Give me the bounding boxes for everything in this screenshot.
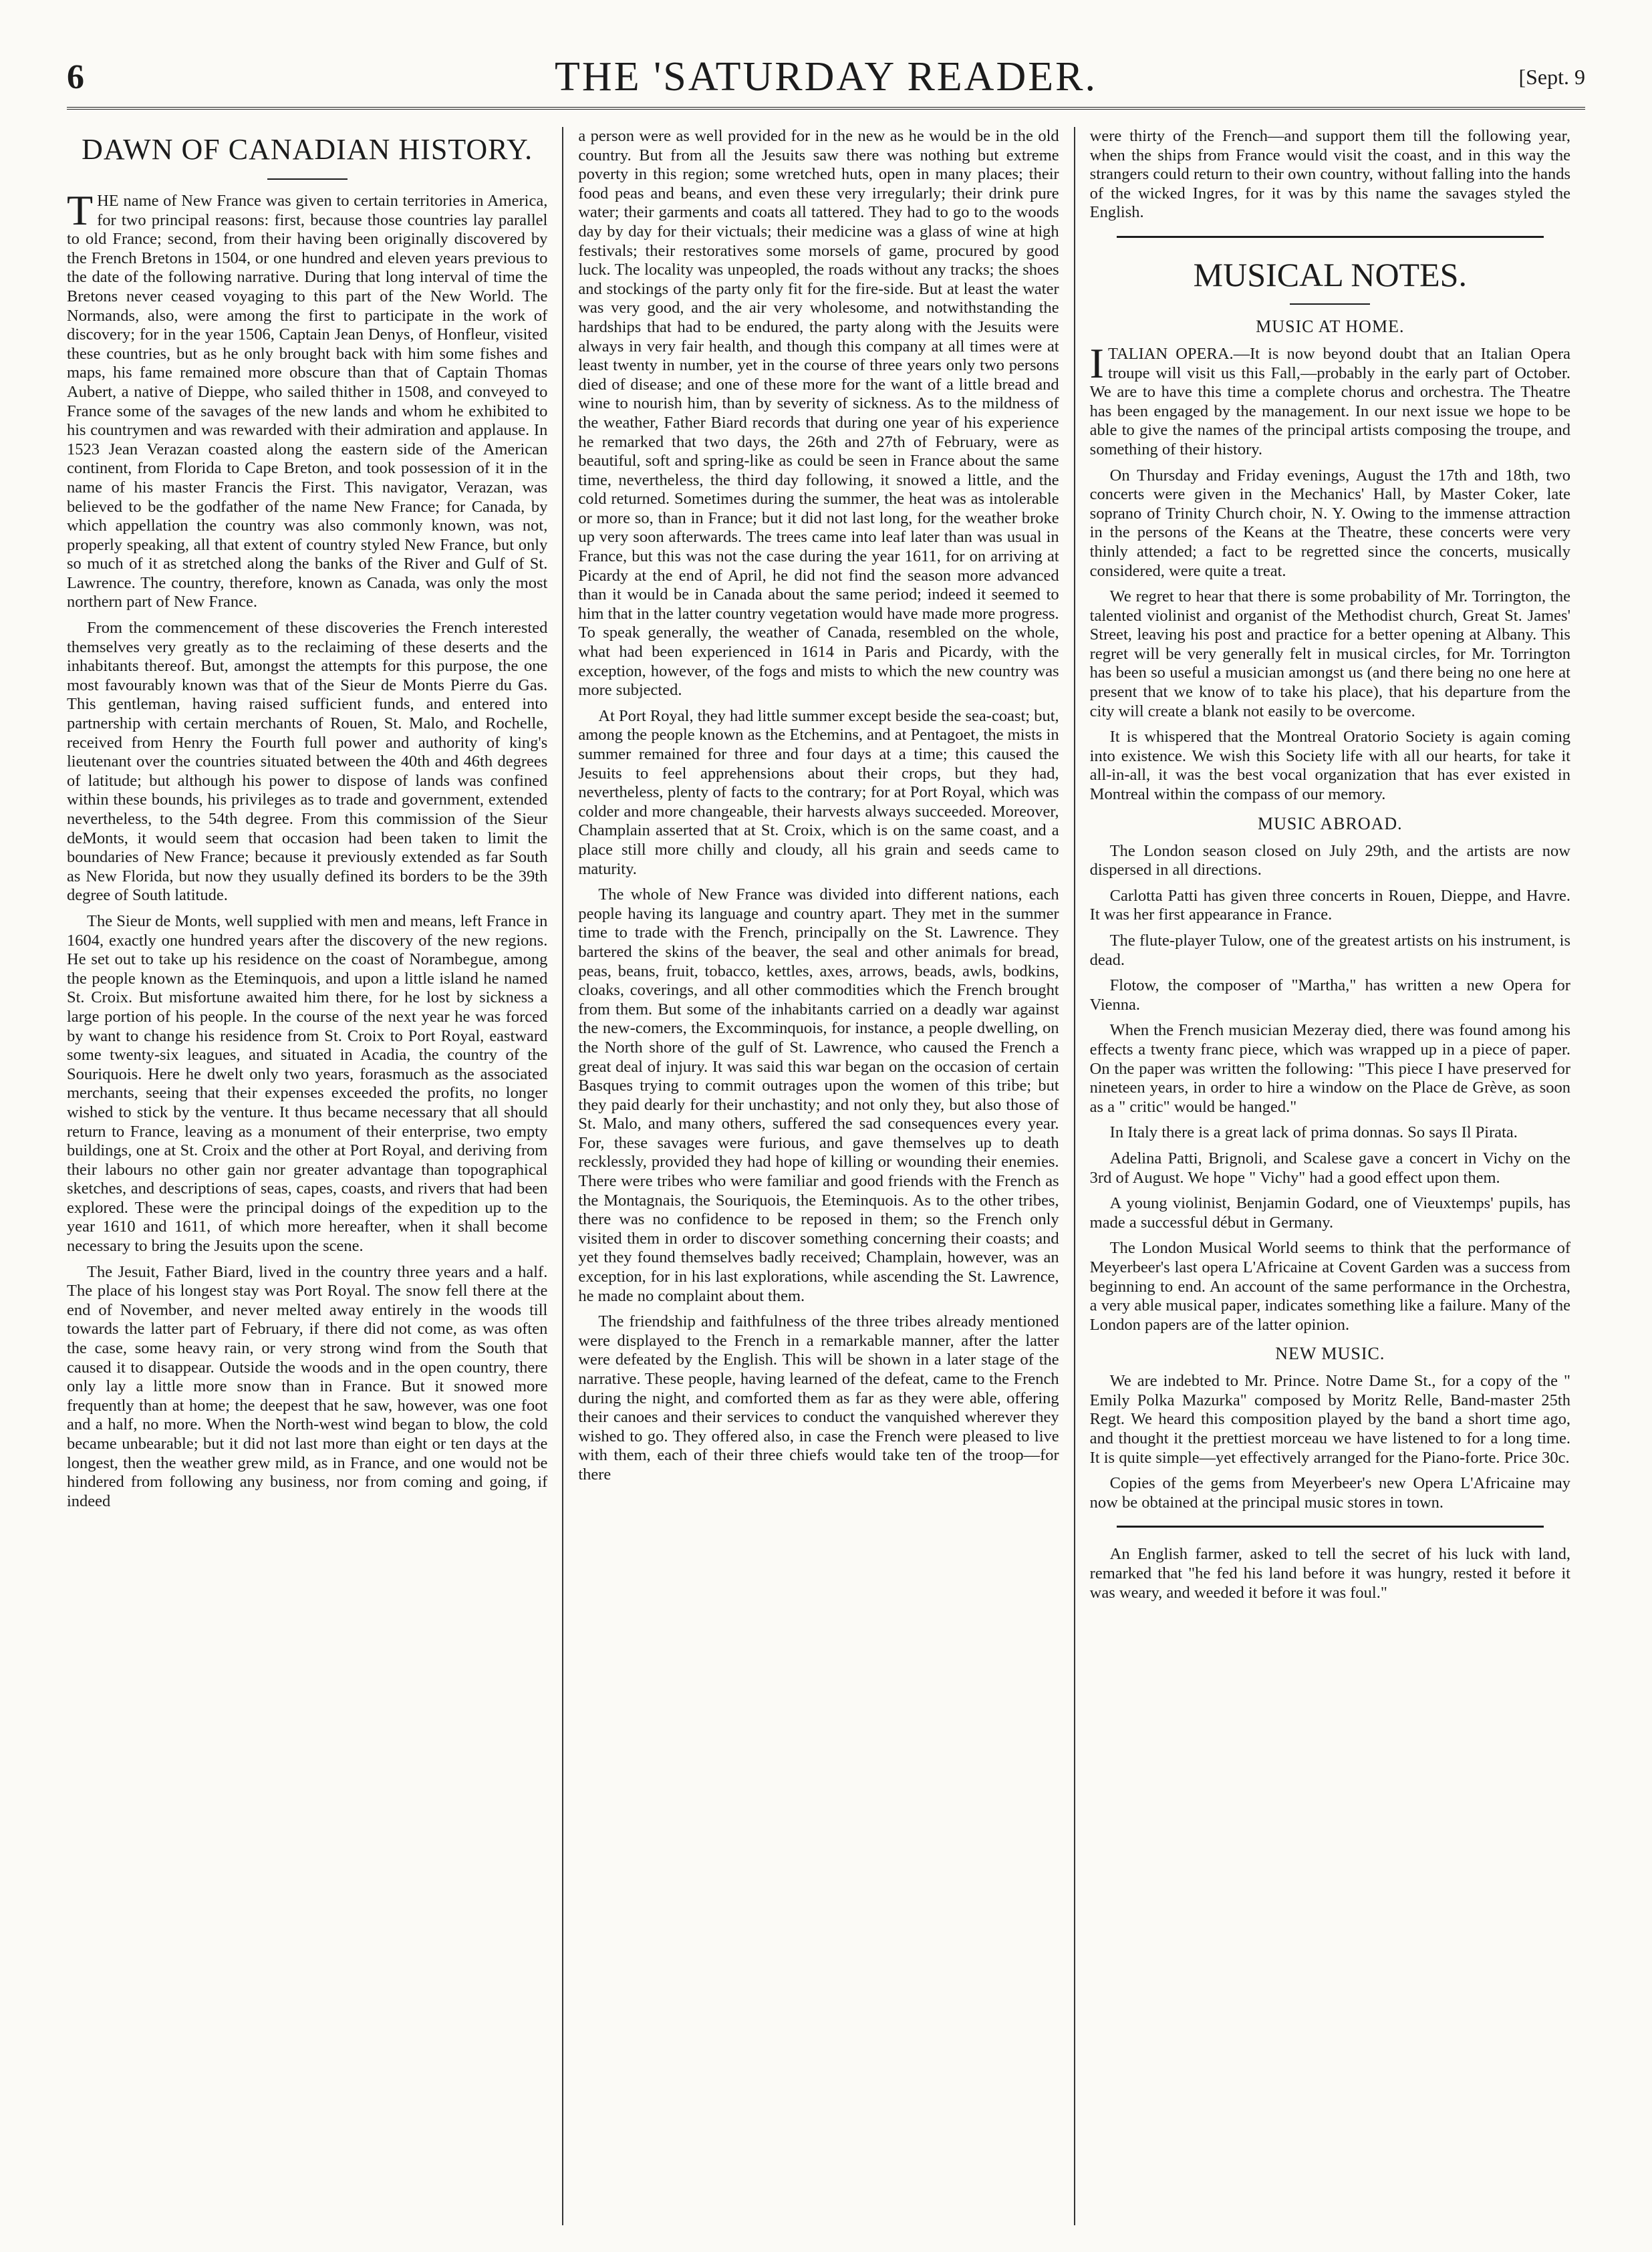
paragraph: When the French musician Mezeray died, there was found among his effects a twenty franc piece, which was wrapped up in a piece of paper. On the paper was written the following: "This piece I have preserved for nineteen years, in order to hire a window on the Place de Grève, as soon as a " critic" would be hanged." [1089, 1021, 1570, 1116]
columns [67, 127, 1585, 2225]
masthead [67, 47, 1585, 110]
paragraph: The friendship and faithfulness of the three tribes already mentioned were displayed to the French in a remarkable manner, after the latter were defeated by the English. This will be shown in a later stage of the narrative. These people, having learned of the defeat, came to the French during the night, and comforted them as far as they were able, offering their canoes and their services to conduct the vanquished wherever they wished to go. They offered also, in case the French were pleased to live with them, each of their three chiefs would take ten of the troop—for there [578, 1312, 1059, 1484]
paragraph: The London Musical World seems to think that the performance of Meyerbeer's last opera L'Africaine at Covent Garden was a success from beginning to end. An account of the same performance in the Orchestra, a very able musical paper, indicates something like a failure. Many of the London papers are of the latter opinion. [1089, 1239, 1570, 1334]
title-rule [267, 178, 348, 180]
issue-date: [Sept. 9 [1518, 64, 1585, 89]
new-music-heading: NEW MUSIC. [1275, 1344, 1385, 1364]
paragraph: The London season closed on July 29th, and the artists are now dispersed in all directions. [1089, 841, 1570, 879]
paragraph: From the commencement of these discoveries the French interested themselves very greatly as to the reclaiming of these deserts and the inhabitants thereof. But, amongst the attempts for this purpose, the one most favourably known was that of the Sieur de Monts Pierre du Gas. This gentleman, having raised sufficient funds, and entered into partnership with certain merchants of Rouen, St. Malo, and Rochelle, received from Henry the Fourth full power and authority of king's lieutenant over the countries situated between the 40th and 46th degrees of latitude; but although his power to dispose of lands was confined within these bounds, his privileges as to trade and government, extended nevertheless, to the 54th degree. From this commission of the Sieur deMonts, it would seem that occasion had been taken to limit the boundaries of New France; because it previously extended as far South as New Florida, but now they usually defined its borders to be the 39th degree of South latitude. [67, 619, 548, 905]
paragraph: The whole of New France was divided into different nations, each people having its language and country apart. They met in the summer time to trade with the French, principally on the St. Lawrence. They bartered the skins of the beaver, the seal and other animals for bread, peas, beans, fruit, tobacco, kettles, axes, arrows, beads, awls, bodkins, cloaks, coverings, and all other commodities which the French brought from them. But some of the inhabitants carried on a deadly war against the new-comers, the Excomminquois, for instance, a people dwelling, on the North shore of the gulf of St. Lawrence, who caused the French a great deal of injury. It was said this war began on the occasion of certain Basques trying to commit outrages upon the women of this tribe; but they paid dearly for their unchastity; and not only they, but also those of St. Malo, and many others, suffered the sad consequences every year. For, these savages were furious, and gave themselves up to death recklessly, provided they had hope of killing or wounding their enemies. There were tribes who were familiar and good friends with the French as the Montagnais, the Souriquois, the Eteminquois. As to the other tribes, there was no confidence to be reposed in them; so the French only visited them in order to discover something concerning their coasts; and yet they found themselves badly received; Champlain, however, was an exception, for in his last explorations, while ascending the St. Lawrence, he made no complaint about them. [578, 885, 1059, 1305]
paragraph: ITALIAN OPERA.—It is now beyond doubt that an Italian Opera troupe will visit us this Fall,—probably in the early part of October. We are to have this time a complete chorus and orchestra. The Theatre has been engaged by the management. In our next issue we hope to be able to give the names of the principal artists composing the troupe, and something of their history. [1089, 339, 1570, 458]
paragraph: At Port Royal, they had little summer except beside the sea-coast; but, among the people known as the Etchemins, and at Pentagoet, the mists in summer remained for three and four days at a time; this caused the Jesuits to feel apprehensions about their crops, but they had, nevertheless, plenty of facts to the contrary; for at Port Royal, which was colder and more changeable, their harvests always succeeded. Moreover, Champlain asserted that at St. Croix, which is on the same coast, and a place still more chilly and cloudy, all his grain and seeds came to maturity. [578, 706, 1059, 878]
title-rule [1290, 303, 1370, 305]
paragraph: The Jesuit, Father Biard, lived in the country three years and a half. The place of his longest stay was Port Royal. The snow fell there at the end of November, and never melted away entirely in the woods till towards the latter part of February, if there did not come, as was often the case, some heavy rain, or very strong wind from the South that caused it to disappear. Outside the woods and in the open country, there only lay a little more snow than in France. But it snowed more frequently than at home; the deepest that he saw, however, was one foot and a half, no more. When the North-west wind began to blow, the cold became unbearable; but it did not last more than eight or ten days at the longest, then the weather grew mild, as in France, and one would not be hindered from following any business, nor from coming and going, if indeed [67, 1262, 548, 1510]
paragraph: On Thursday and Friday evenings, August the 17th and 18th, two concerts were given in the Mechanics' Hall, by Master Coker, late soprano of Trinity Church choir, N. Y. Owing to the immense attraction in the persons of the Keans at the Theatre, these concerts were very thinly attended; a fact to be regretted since the concerts, musically considered, were quite a treat. [1089, 466, 1570, 580]
music-abroad-heading: MUSIC ABROAD. [1257, 813, 1403, 833]
paragraph: Carlotta Patti has given three concerts in Rouen, Dieppe, and Havre. It was her first appearance in France. [1089, 886, 1570, 924]
paragraph: Adelina Patti, Brignoli, and Scalese gave a concert in Vichy on the 3rd of August. We hope " Vichy" had a good effect upon them. [1089, 1149, 1570, 1187]
paragraph: We regret to hear that there is some probability of Mr. Torrington, the talented violinist and organist of the Methodist church, Great St. James' Street, leaving his post and practice for a better opening at Albany. This regret will be very generally felt in musical circles, for Mr. Torrington has been so useful a musician amongst us (and there being no one here at present that we know of to take his place), that his departure from the city will create a blank not easily to be overcome. [1089, 587, 1570, 720]
page-number: 6 [67, 57, 84, 96]
paragraph: It is whispered that the Montreal Oratorio Society is again coming into existence. We wish this Society life with all our hearts, for take it all-in-all, it was the best vocal organization that has ever existed in Montreal within the compass of our memory. [1089, 728, 1570, 804]
section-divider [1117, 236, 1544, 238]
paragraph: THE name of New France was given to certain territories in America, for two principal reasons: first, because those countries lay parallel to old France; second, from their having been originally discovered by the French Bretons in 1504, or one hundred and eleven years previous to the date of the following narrative. During that long interval of time the Bretons never ceased voyaging to this part of the New World. The Normands, also, were among the first to participate in the work of discovery; for in the year 1506, Captain Jean Denys, of Honfleur, visited these countries, but as he only brought back with him some fishes and maps, his fame remained more obscure than that of Captain Thomas Aubert, a native of Dieppe, who sailed thither in 1508, and conveyed to France some of the savages of the new lands and whom he exhibited to his countrymen and was rewarded with their admiration and applause. In 1523 Jean Verazan coasted along the eastern side of the American continent, from Florida to Cape Breton, and took possession of it in the name of his master Francis the First. This navigator, Verazan, was believed to be the godfather of the name New France; for Canada, by which appellation the country was also commonly known, was not, properly speaking, all that extent of country styled New France, but only so much of it as stretched along the banks of the River and Gulf of St. Lawrence. The country, therefore, known as Canada, was only the most northern part of New France. [67, 186, 548, 611]
paragraph: The Sieur de Monts, well supplied with men and means, left France in 1604, exactly one hundred years after the discovery of the new regions. He set out to take up his residence on the coast of Norambegue, among the people known as the Eteminquois, and upon a little island he named St. Croix. But misfortune awaited him there, for he lost by sickness a large portion of his people. In the course of the next year he was forced by want to change his residence from St. Croix to Port Royal, eastward some twenty-six leagues, and situated in Acadia, the country of the Souriquois. Here he dwelt only two years, forasmuch as the associated merchants, seeing that their expenses exceeded the profits, no longer wished to stick by the venture. It thus became necessary that all should return to France, leaving as a monument of their enterprise, two empty buildings, one at St. Croix and the other at Port Royal, and deriving from their labours no other gain nor greater advantage than topographical sketches, and descriptions of seas, capes, coasts, and rivers that had been explored. These were the principal doings of the expedition up to the year 1610 and 1611, of which more hereafter, when it shall become necessary to bring the Jesuits upon the scene. [67, 911, 548, 1256]
musical-notes-title: MUSICAL NOTES. [1193, 255, 1467, 293]
paragraph: A young violinist, Benjamin Godard, one of Vieuxtemps' pupils, has made a successful début in Germany. [1089, 1194, 1570, 1232]
paragraph: In Italy there is a great lack of prima donnas. So says Il Pirata. [1109, 1123, 1518, 1142]
newspaper-title: THE 'SATURDAY READER. [555, 53, 1097, 100]
column-1 [67, 127, 563, 2225]
paragraph: The flute-player Tulow, one of the greatest artists on his instrument, is dead. [1089, 932, 1570, 969]
paragraph: Flotow, the composer of "Martha," has written a new Opera for Vienna. [1089, 976, 1570, 1014]
paragraph: Copies of the gems from Meyerbeer's new Opera L'Africaine may now be obtained at the principal music stores in town. [1089, 1474, 1570, 1512]
paragraph: An English farmer, asked to tell the secret of his luck with land, remarked that "he fed his land before it was hungry, rested it before it was weary, and weeded it before it was foul." [1089, 1545, 1570, 1602]
paragraph: a person were as well provided for in the new as he would be in the old country. But from all the Jesuits saw there was nothing but extreme poverty in this region; some wretched huts, open in many places; their food peas and beans, and even these very irregularly; their drink pure water; their garments and coats all tattered. They had to go to the woods day by day for their victuals; their medicine was a glass of wine at high festivals; their restoratives some morsels of game, procured by good luck. The locality was unpeopled, the roads without any tracks; the shoes and stockings of the party only fit for the fire-side. But at least the water was very good, and the air very wholesome, and notwithstanding the hardships that had to be endured, the party along with the Jesuits were always in very fair health, and though this company at all times were at least twenty in number, yet in the course of three years only two persons died of disease; and one of these more for the want of a little bread and wine to nourish him, than by severity of sickness. As to the mildness of the weather, Father Biard records that during one year of his experience he remarked that two days, the 26th and 27th of February, were as beautiful, soft and spring-like as could be seen in France about the same time, nevertheless, the third day following, it snowed a little, and the cold returned. Sometimes during the summer, the heat was as intolerable or more so, than in France; but it did not last long, for the weather broke up very soon afterwards. The trees came into leaf later than was usual in France, but this was not the case during the year 1611, for on arriving at Picardy at the end of April, he did not find the season more advanced than it would be in Canada about the same period; indeed it seemed to him that in the latter country vegetation would have made more progress. To speak generally, the weather of Canada, resembled on the whole, what had been experienced in 1614 in Paris and Picardy, with the exception, however, of the fogs and mists to which the new country was more subjected. [578, 127, 1059, 700]
column-3 [1075, 127, 1585, 2225]
paragraph: were thirty of the French—and support them till the following year, when the ships from France would visit the coast, and in this way the strangers could return to their own country, without falling into the hands of the wicked Ingres, for it was by this name the savages styled the English. [1089, 127, 1570, 222]
section-divider [1117, 1526, 1544, 1528]
paragraph: We are indebted to Mr. Prince. Notre Dame St., for a copy of the " Emily Polka Mazurka" composed by Moritz Relle, Band-master 25th Regt. We heard this composition played by the band a short time ago, and thought it the prettiest morceau we have listened to for a long time. It is quite simple—yet effectively arranged for the Piano-forte. Price 30c. [1089, 1372, 1570, 1467]
article-title: DAWN OF CANADIAN HISTORY. [82, 133, 533, 166]
column-2 [563, 127, 1075, 2225]
music-at-home-heading: MUSIC AT HOME. [1256, 316, 1405, 336]
